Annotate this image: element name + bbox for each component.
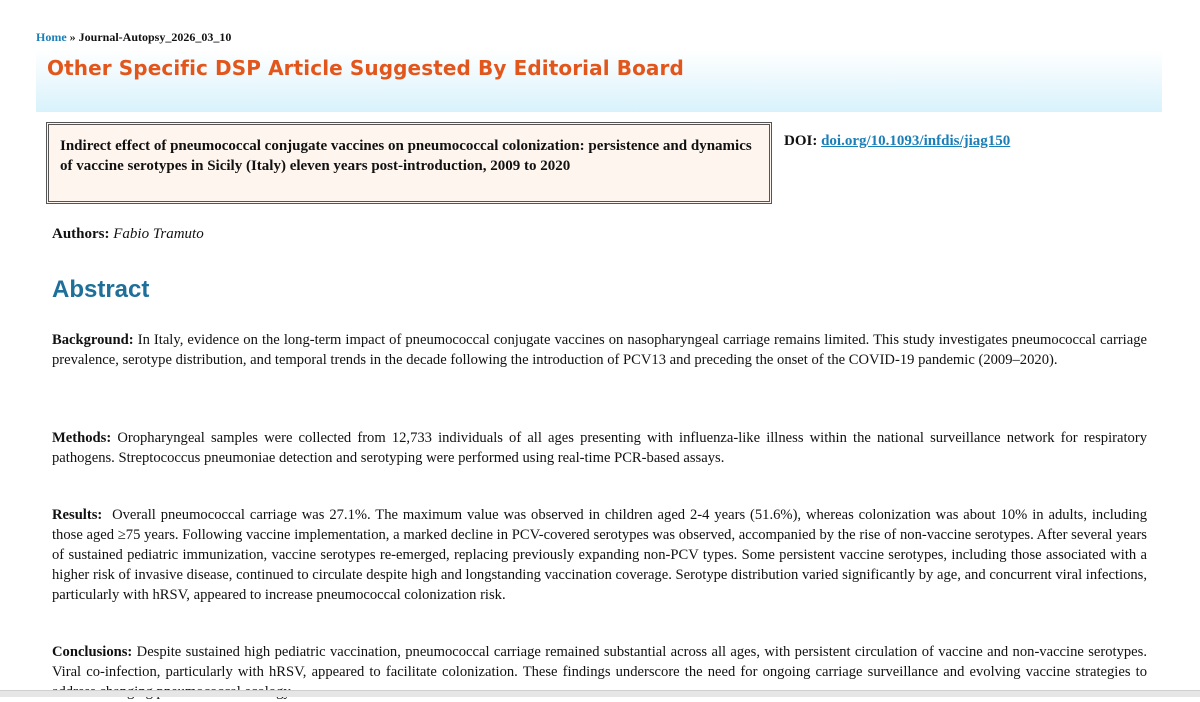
- methods-text: Oropharyngeal samples were collected from 12,733 individuals of all ages presenting with influenza-like illness within the national surveillance network for respiratory pathogens. Streptococcus pneumoniae detection and serotyping were performed using real-time PCR-based assays.: [52, 430, 1147, 466]
- doi-link[interactable]: doi.org/10.1093/infdis/jiag150: [821, 133, 1011, 149]
- breadcrumb-home-link[interactable]: Home: [36, 30, 67, 44]
- authors: [52, 226, 204, 243]
- doi: [784, 133, 1010, 150]
- abstract-background: [52, 330, 1147, 370]
- banner-title: Other Specific DSP Article Suggested By Editorial Board: [47, 56, 684, 80]
- abstract-heading: Abstract: [52, 276, 150, 303]
- methods-label: Methods:: [52, 430, 112, 446]
- results-label: Results:: [52, 507, 103, 523]
- breadcrumb: [36, 30, 231, 45]
- authors-names: Fabio Tramuto: [113, 226, 204, 242]
- article-title-box: [46, 122, 772, 204]
- section-banner: [36, 50, 1162, 112]
- article-title: Indirect effect of pneumococcal conjugate vaccines on pneumococcal colonization: persistence and dynamics of vaccine serotypes in Sicily (Italy) eleven years post-introduction, 2009 to 2020: [60, 138, 752, 174]
- conclusions-text: Despite sustained high pediatric vaccination, pneumococcal carriage remained substantial across all ages, with persistent circulation of vaccine and non-vaccine serotypes. Viral co-infection, particularly with hRSV, appeared to facilitate colonization. These findings underscore the need for ongoing carriage surveillance and evolving vaccine strategies to: [52, 644, 1147, 680]
- breadcrumb-separator: »: [69, 30, 76, 44]
- abstract-methods: [52, 428, 1147, 468]
- abstract-results: [52, 505, 1147, 605]
- doi-label: DOI:: [784, 133, 818, 149]
- background-label: Background:: [52, 332, 134, 348]
- results-text: Overall pneumococcal carriage was 27.1%. The maximum value was observed in children aged 2-4 years (51.6%), whereas colonization was about 10% in adults, including those aged ≥75 years. Following vaccine implementation, a marked decline in PCV-covered serotypes was observed, accompanied by the rise of non-vaccine serotypes. After several years of sustained pediatric immunization, vaccine serotypes re-emerged, replacing previously expanding non-PCV types. Some persistent vaccine serotypes, including those associated with a higher risk of invasive disease, continued to circulate despite high and longstanding vaccination coverage. Serotype distribution varied significantly by age, and concurrent viral infections, particularly with hRSV, appeared to increase pneumococcal colonization risk.: [52, 507, 1147, 603]
- breadcrumb-current: Journal-Autopsy_2026_03_10: [78, 30, 232, 44]
- conclusions-label: Conclusions:: [52, 644, 133, 660]
- background-text: In Italy, evidence on the long-term impact of pneumococcal conjugate vaccines on nasopharyngeal carriage remains limited. This study investigates pneumococcal carriage prevalence, serotype distribution, and temporal trends in the decade following the introduction of PCV13 and preceding the onset of the COVID-19 pandemic (2009–2020).: [52, 332, 1147, 368]
- authors-label: Authors:: [52, 226, 110, 242]
